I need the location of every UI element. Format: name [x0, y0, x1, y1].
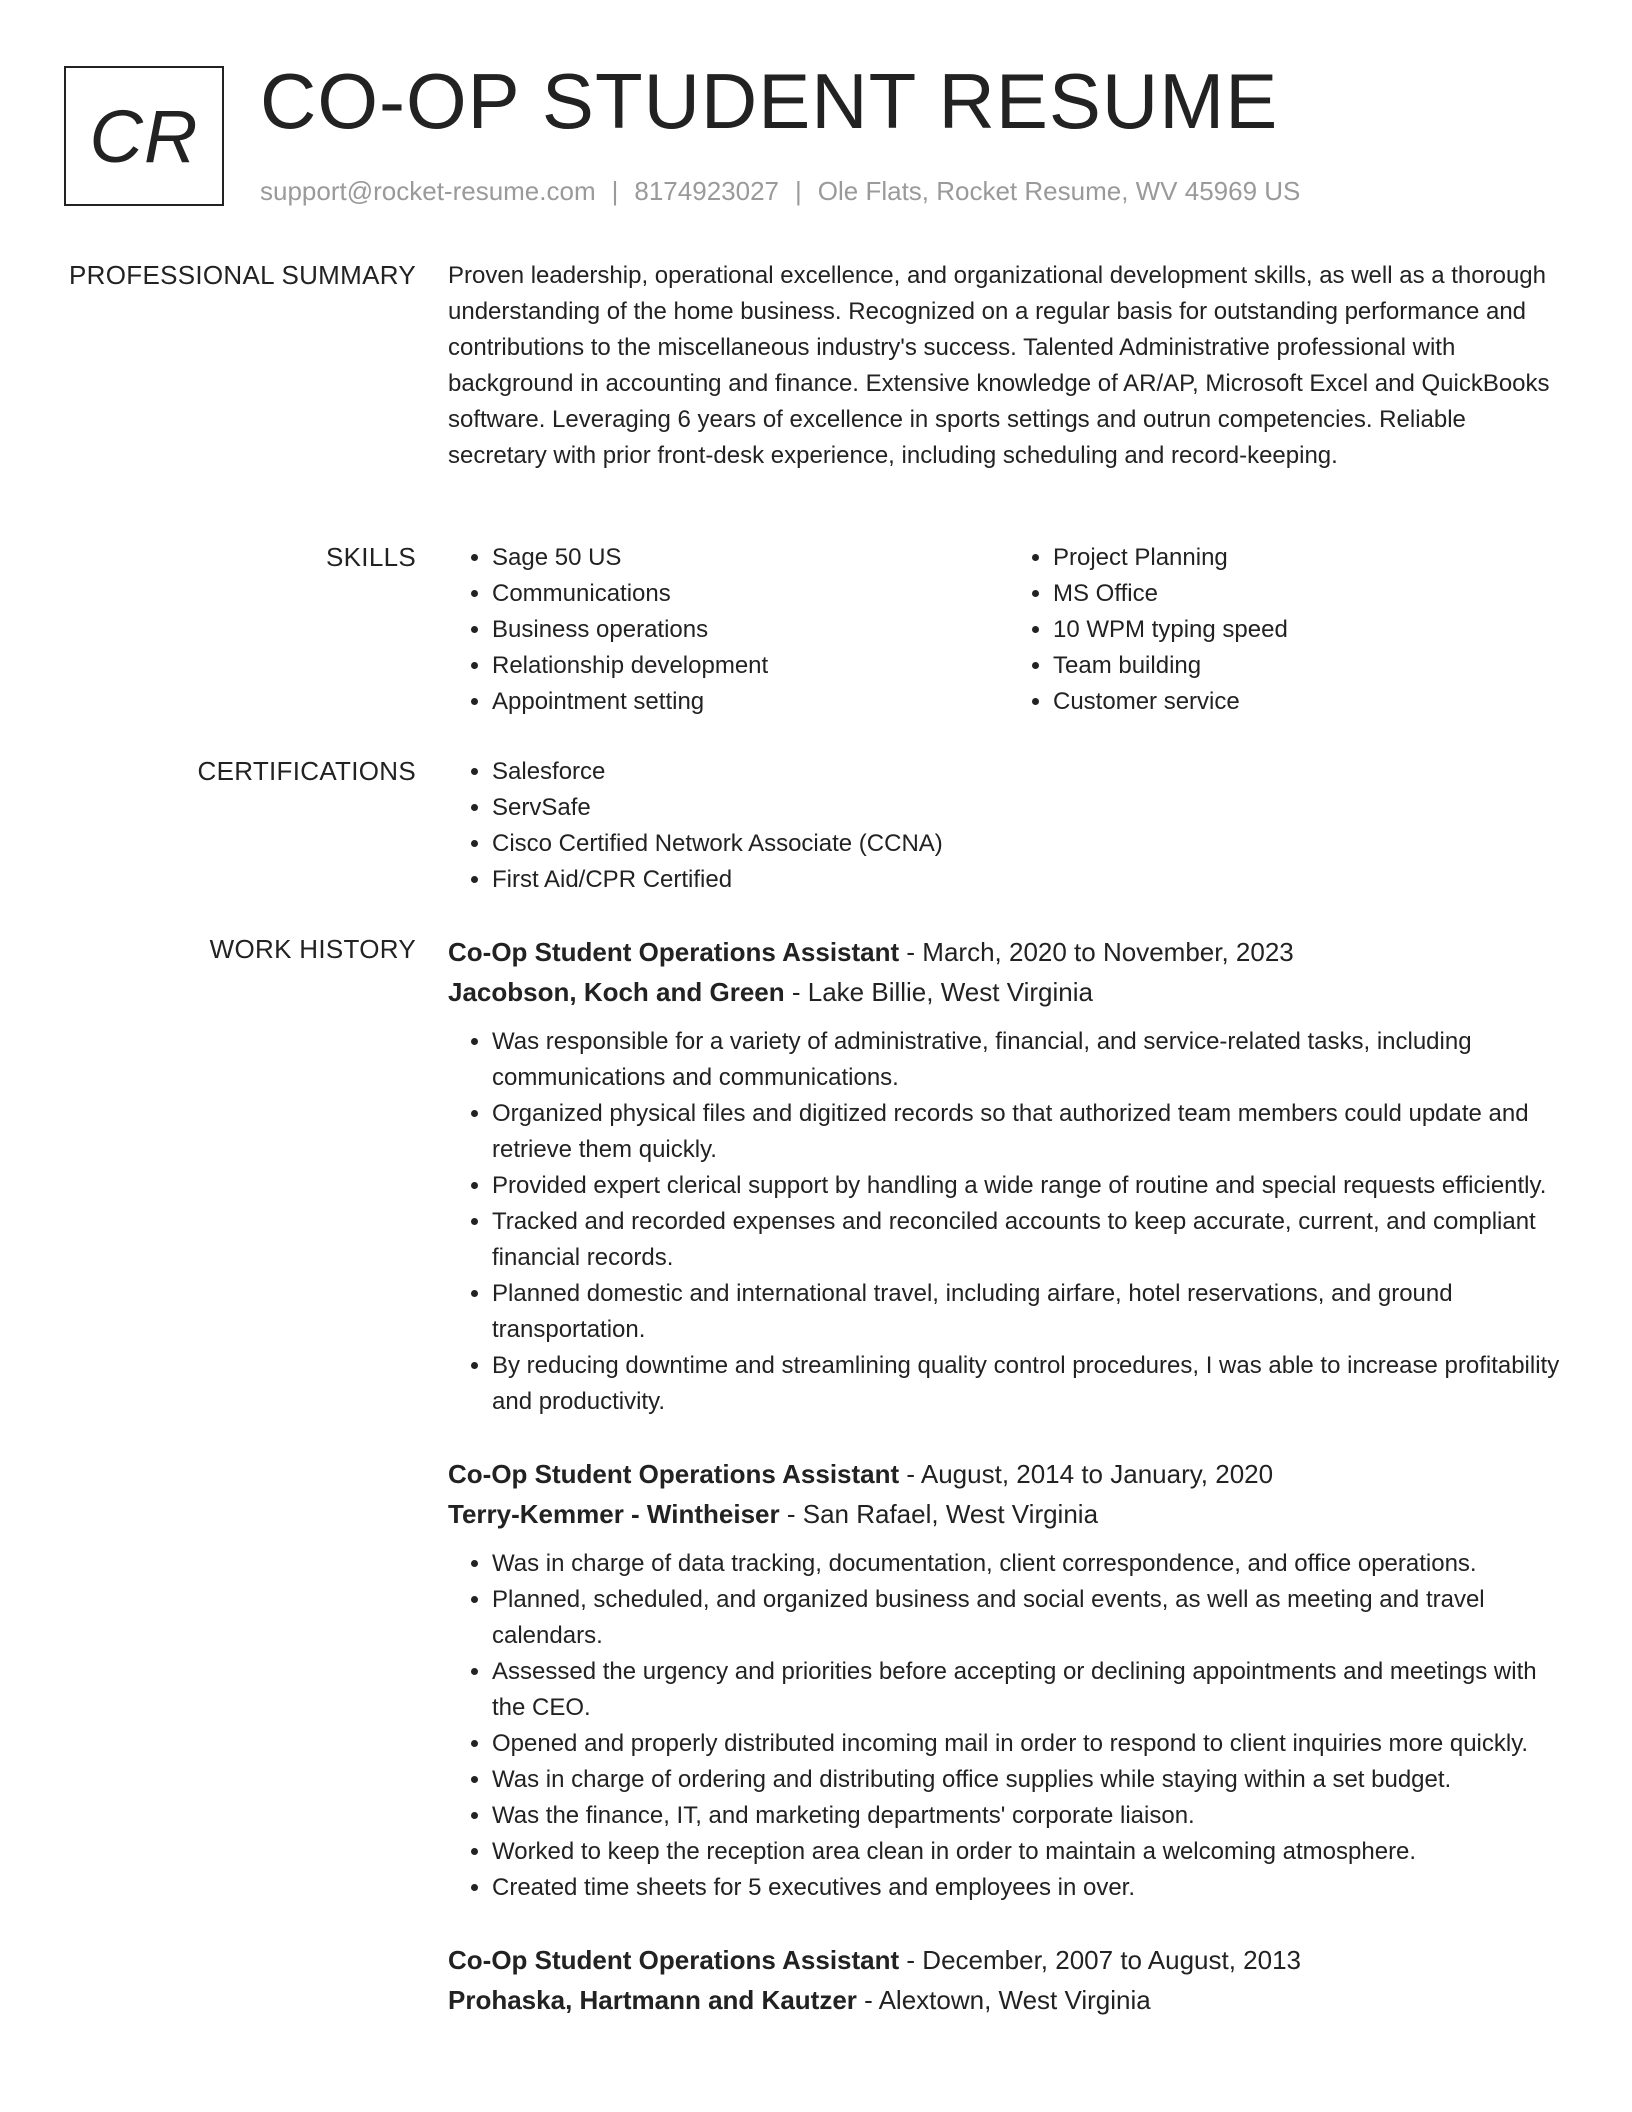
certifications-list	[448, 754, 1570, 898]
list-item: • Appointment setting	[492, 684, 1009, 720]
list-item: • Was in charge of ordering and distributing office supplies while staying within a set budget.	[492, 1762, 1570, 1798]
list-item: • Was in charge of data tracking, documentation, client correspondence, and office operations.	[492, 1546, 1570, 1582]
list-item: • First Aid/CPR Certified	[492, 862, 1570, 898]
job-title: Co-Op Student Operations Assistant	[448, 1945, 900, 1975]
list-item: • ServSafe	[492, 790, 1570, 826]
list-item: • Assessed the urgency and priorities before accepting or declining appointments and meetings with the CEO.	[492, 1654, 1570, 1726]
job-location: - San Rafael, West Virginia	[786, 1499, 1099, 1529]
monogram-badge	[64, 66, 224, 206]
section-label-skills: SKILLS	[326, 542, 416, 572]
job-dates: - December, 2007 to August, 2013	[906, 1945, 1302, 1975]
job-company: Jacobson, Koch and Green	[448, 977, 785, 1007]
skills-body	[448, 540, 1570, 720]
job-company-line	[448, 972, 1570, 1012]
job-location: - Alextown, West Virginia	[864, 1985, 1151, 2015]
section-label-work-history: WORK HISTORY	[209, 934, 416, 964]
summary-body	[448, 258, 1570, 474]
job-title: Co-Op Student Operations Assistant	[448, 937, 900, 967]
list-item: • Relationship development	[492, 648, 1009, 684]
monogram-initials: CR	[89, 94, 199, 178]
job-title: Co-Op Student Operations Assistant	[448, 1459, 900, 1489]
list-item: • By reducing downtime and streamlining quality control procedures, I was able to increase profitability and productivity.	[492, 1348, 1570, 1420]
list-item: • Salesforce	[492, 754, 1570, 790]
job-entry	[448, 1940, 1570, 2020]
list-item: • Customer service	[1053, 684, 1570, 720]
list-item: • Communications	[492, 576, 1009, 612]
list-item: • Was the finance, IT, and marketing departments' corporate liaison.	[492, 1798, 1570, 1834]
list-item: • Organized physical files and digitized records so that authorized team members could update and retrieve them quickly.	[492, 1096, 1570, 1168]
job-bullets	[448, 1546, 1570, 1906]
contact-phone: 8174923027	[634, 176, 779, 206]
list-item: • MS Office	[1053, 576, 1570, 612]
job-entry	[448, 932, 1570, 1420]
list-item: • Cisco Certified Network Associate (CCNA)	[492, 826, 1570, 862]
list-item: • Sage 50 US	[492, 540, 1009, 576]
summary-text: Proven leadership, operational excellence, and organizational development skills, as well as a thorough understanding of the home business. Recognized on a regular basis for outstanding performance and contributions to the miscellaneous industry's success. Talented Administrative professional with background in accounting and finance. Extensive knowledge of AR/AP, Microsoft Excel and QuickBooks software. Leveraging 6 years of excellence in sports settings and outrun competencies. Reliable secretary with prior front-desk experience, including scheduling and record-keeping.	[448, 262, 1550, 469]
list-item: • Provided expert clerical support by handling a wide range of routine and special requests efficiently.	[492, 1168, 1570, 1204]
job-entry	[448, 1454, 1570, 1906]
job-bullets	[448, 1024, 1570, 1420]
job-company-line	[448, 1980, 1570, 2020]
list-item: • Created time sheets for 5 executives and employees in over.	[492, 1870, 1570, 1906]
certifications-body	[448, 754, 1570, 898]
contact-separator: |	[795, 176, 802, 206]
list-item: • Was responsible for a variety of administrative, financial, and service-related tasks, including communications and communications.	[492, 1024, 1570, 1096]
job-dates: - August, 2014 to January, 2020	[906, 1459, 1274, 1489]
job-company: Terry-Kemmer - Wintheiser	[448, 1499, 780, 1529]
section-label-certifications: CERTIFICATIONS	[197, 756, 416, 786]
work-history-body	[448, 932, 1570, 2020]
list-item: • Planned, scheduled, and organized business and social events, as well as meeting and travel calendars.	[492, 1582, 1570, 1654]
list-item: • Project Planning	[1053, 540, 1570, 576]
job-dates: - March, 2020 to November, 2023	[906, 937, 1294, 967]
list-item: • Planned domestic and international travel, including airfare, hotel reservations, and ground transportation.	[492, 1276, 1570, 1348]
skills-list-right	[1009, 540, 1570, 720]
list-item: • Worked to keep the reception area clean in order to maintain a welcoming atmosphere.	[492, 1834, 1570, 1870]
contact-line	[260, 176, 1300, 207]
contact-address: Ole Flats, Rocket Resume, WV 45969 US	[817, 176, 1301, 206]
skills-list-left	[448, 540, 1009, 720]
job-title-line	[448, 932, 1570, 972]
job-company: Prohaska, Hartmann and Kautzer	[448, 1985, 857, 2015]
list-item: • Team building	[1053, 648, 1570, 684]
list-item: • Business operations	[492, 612, 1009, 648]
job-company-line	[448, 1494, 1570, 1534]
contact-separator: |	[611, 176, 619, 206]
resume-title: CO-OP STUDENT RESUME	[260, 57, 1279, 145]
job-location: - Lake Billie, West Virginia	[791, 977, 1093, 1007]
list-item: • Opened and properly distributed incoming mail in order to respond to client inquiries more quickly.	[492, 1726, 1570, 1762]
list-item: • Tracked and recorded expenses and reconciled accounts to keep accurate, current, and compliant financial records.	[492, 1204, 1570, 1276]
job-title-line	[448, 1454, 1570, 1494]
list-item: • 10 WPM typing speed	[1053, 612, 1570, 648]
section-label-summary: PROFESSIONAL SUMMARY	[69, 260, 416, 290]
job-title-line	[448, 1940, 1570, 1980]
contact-email: support@rocket-resume.com	[260, 176, 596, 206]
